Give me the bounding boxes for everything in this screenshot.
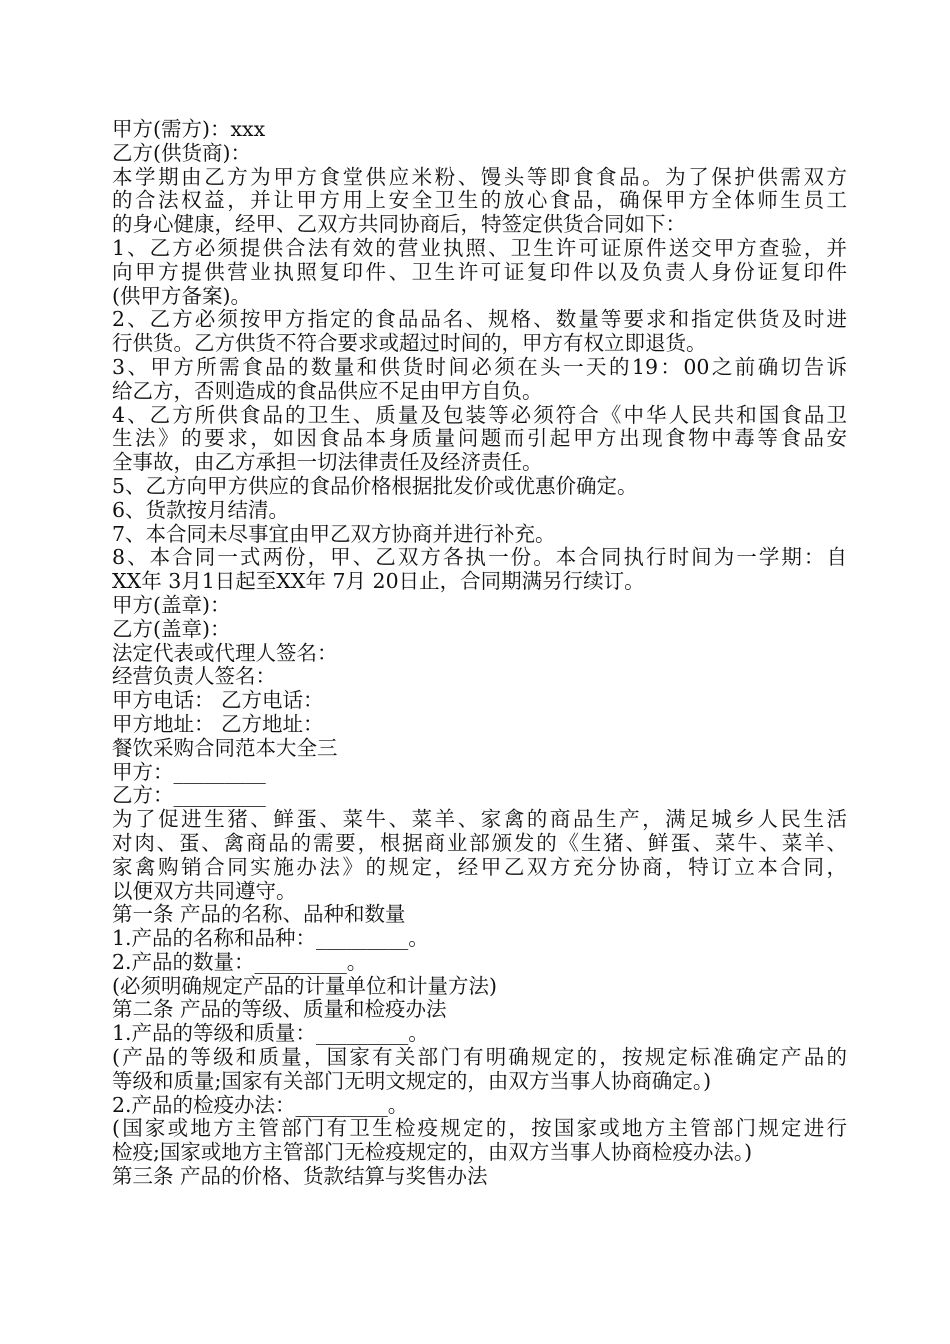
section-title: 餐饮采购合同范本大全三 bbox=[112, 735, 338, 760]
party-b-seal: 乙方(盖章)： bbox=[112, 616, 231, 641]
article-1-item: 2.产品的数量：_________。 bbox=[112, 949, 368, 974]
clause-4-line: 生法》的要求，如因食品本身质量问题而引起甲方出现食物中毒等食品安 bbox=[112, 426, 847, 451]
article-2-note: (产品的等级和质量，国家有关部门有明确规定的，按规定标准确定产品的 bbox=[112, 1045, 847, 1070]
address-line: 甲方地址： 乙方地址： bbox=[112, 711, 324, 736]
clause-1-line: 向甲方提供营业执照复印件、卫生许可证复印件以及负责人身份证复印件 bbox=[112, 259, 847, 284]
article-2-note: (国家或地方主管部门有卫生检疫规定的，按国家或地方主管部门规定进行 bbox=[112, 1116, 847, 1141]
phone-line: 甲方电话： 乙方电话： bbox=[112, 688, 324, 713]
clause-3-line: 给乙方，否则造成的食品供应不足由甲方自负。 bbox=[112, 378, 543, 403]
clause-4-line: 4、乙方所供食品的卫生、质量及包装等必须符合《中华人民共和国食品卫 bbox=[112, 402, 847, 427]
article-2-heading: 第二条 产品的等级、质量和检疫办法 bbox=[112, 997, 447, 1022]
article-1-item: 1.产品的名称和品种：_________。 bbox=[112, 926, 429, 951]
article-1-heading: 第一条 产品的名称、品种和数量 bbox=[112, 902, 406, 927]
manager-signature: 经营负责人签名： bbox=[112, 664, 276, 689]
preamble-line: 为了促进生猪、鲜蛋、菜牛、菜羊、家禽的商品生产，满足城乡人民生活 bbox=[112, 807, 847, 832]
article-1-note: (必须明确规定产品的计量单位和计量方法) bbox=[112, 973, 497, 998]
clause-1-line: (供甲方备案)。 bbox=[112, 283, 251, 308]
article-3-heading: 第三条 产品的价格、货款结算与奖售办法 bbox=[112, 1164, 488, 1189]
article-2-item: 1.产品的等级和质量：_________。 bbox=[112, 1021, 429, 1046]
party-b-blank: 乙方：_________ bbox=[112, 783, 266, 808]
intro-paragraph-line: 的身心健康，经甲、乙双方共同协商后，特签定供货合同如下： bbox=[112, 212, 686, 237]
intro-paragraph-line: 本学期由乙方为甲方食堂供应米粉、馒头等即食食品。为了保护供需双方 bbox=[112, 164, 847, 189]
article-2-item: 2.产品的检疫办法：_________。 bbox=[112, 1092, 409, 1117]
clause-1-line: 1、乙方必须提供合法有效的营业执照、卫生许可证原件送交甲方查验，并 bbox=[112, 235, 847, 260]
article-2-note: 检疫;国家或地方主管部门无检疫规定的，由双方当事人协商检疫办法。) bbox=[112, 1140, 753, 1165]
clause-2-line: 行供货。乙方供货不符合要求或超过时间的，甲方有权立即退货。 bbox=[112, 331, 707, 356]
preamble-line: 以便双方共同遵守。 bbox=[112, 878, 297, 903]
article-2-note: 等级和质量;国家有关部门无明文规定的，由双方当事人协商确定。) bbox=[112, 1068, 712, 1093]
clause-2-line: 2、乙方必须按甲方指定的食品品名、规格、数量等要求和指定供货及时进 bbox=[112, 307, 847, 332]
clause-5-line: 5、乙方向甲方供应的食品价格根据批发价或优惠价确定。 bbox=[112, 473, 638, 498]
party-a-line: 甲方(需方)：xxx bbox=[112, 117, 266, 141]
party-a-seal: 甲方(盖章)： bbox=[112, 592, 231, 617]
party-a-blank: 甲方：_________ bbox=[112, 759, 266, 784]
preamble-line: 对肉、蛋、禽商品的需要，根据商业部颁发的《生猪、鲜蛋、菜牛、菜羊、 bbox=[112, 830, 847, 855]
document-page bbox=[112, 118, 847, 1189]
clause-6-line: 6、货款按月结清。 bbox=[112, 497, 290, 522]
clause-8-line: XX年 3月1日起至XX年 7月 20日止，合同期满另行续订。 bbox=[112, 569, 645, 594]
clause-8-line: 8、本合同一式两份，甲、乙双方各执一份。本合同执行时间为一学期：自 bbox=[112, 545, 847, 570]
legal-representative-signature: 法定代表或代理人签名： bbox=[112, 640, 338, 665]
intro-paragraph-line: 的合法权益，并让甲方用上安全卫生的放心食品，确保甲方全体师生员工 bbox=[112, 188, 847, 213]
clause-3-line: 3、甲方所需食品的数量和供货时间必须在头一天的19：00之前确切告诉 bbox=[112, 354, 847, 379]
clause-4-line: 全事故，由乙方承担一切法律责任及经济责任。 bbox=[112, 450, 543, 475]
party-b-line: 乙方(供货商)： bbox=[112, 140, 251, 165]
preamble-line: 家禽购销合同实施办法》的规定，经甲乙双方充分协商，特订立本合同， bbox=[112, 854, 847, 879]
clause-7-line: 7、本合同未尽事宜由甲乙双方协商并进行补充。 bbox=[112, 521, 556, 546]
